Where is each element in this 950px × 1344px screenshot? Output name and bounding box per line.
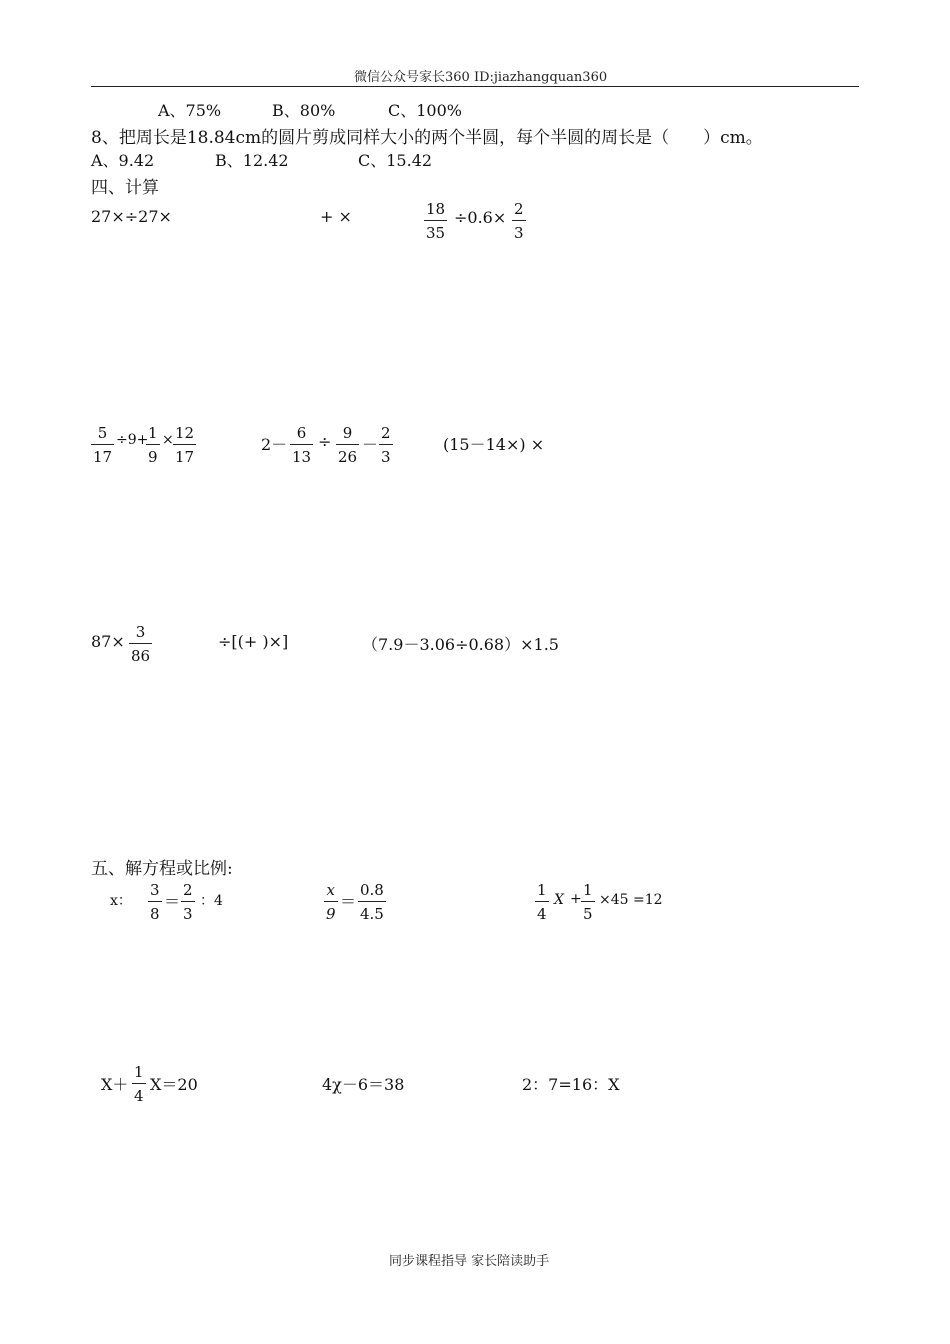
operator: + [570, 891, 582, 907]
fraction [146, 423, 160, 467]
suffix: ：4 [200, 893, 223, 909]
operator: － [362, 435, 379, 454]
section5-title: 五、解方程或比例: [91, 859, 233, 879]
denominator: 4.5 [360, 905, 384, 923]
operator: ÷0.6× [454, 208, 507, 227]
suffix: X＝20 [150, 1075, 198, 1094]
fraction [132, 1062, 146, 1106]
fraction [336, 423, 359, 467]
fraction [512, 199, 526, 243]
numerator: 2 [514, 200, 524, 218]
numerator: 18 [426, 200, 446, 218]
denominator: 26 [338, 448, 358, 466]
fraction [535, 880, 549, 924]
equals: ＝ [164, 892, 181, 911]
calc-r3-e3: （7.9－3.06÷0.68）×1.5 [362, 635, 559, 654]
q8-option-c: C、15.42 [358, 151, 433, 170]
numerator: 6 [296, 424, 307, 442]
fraction [129, 622, 152, 666]
denominator: 9 [148, 448, 158, 466]
denominator: 13 [292, 448, 312, 466]
section4-title: 四、计算 [91, 178, 159, 198]
denominator: 86 [131, 647, 151, 665]
fraction [173, 423, 196, 467]
numerator: 9 [342, 424, 353, 442]
numerator: 3 [135, 623, 146, 641]
numerator: 1 [537, 881, 547, 899]
numerator: 0.8 [360, 881, 384, 899]
calc-r3-e2: ÷[(+ )×] [218, 632, 289, 651]
prefix: 2－ [261, 435, 288, 454]
numerator: 1 [134, 1063, 144, 1081]
fraction [581, 880, 595, 924]
eq-r2-e2: 4χ－6＝38 [322, 1075, 405, 1094]
denominator: 17 [93, 448, 113, 466]
denominator: 3 [183, 905, 193, 923]
fraction [91, 423, 114, 467]
page-header: 微信公众号家长360 ID:jiazhangquan360 [354, 70, 608, 85]
fraction [424, 199, 447, 243]
q8-question: 8、把周长是18.84cm的圆片剪成同样大小的两个半圆，每个半圆的周长是（ ）cm。 [91, 128, 763, 148]
numerator: 2 [183, 881, 193, 899]
calc-r2-e3: (15－14×) × [443, 435, 545, 454]
numerator: 1 [148, 424, 158, 442]
denominator: 9 [326, 905, 336, 923]
prefix: 87× [91, 632, 125, 651]
numerator: 1 [583, 881, 593, 899]
prefix: x： [110, 893, 132, 909]
denominator: 4 [537, 905, 547, 923]
q8-option-b: B、12.42 [215, 151, 289, 170]
numerator: 3 [150, 881, 160, 899]
calc-r1-e1: 27×÷27× [91, 207, 172, 226]
numerator: 5 [97, 424, 108, 442]
denominator: 5 [583, 905, 593, 923]
numerator: 12 [175, 424, 195, 442]
denominator: 17 [175, 448, 195, 466]
fraction [324, 880, 338, 924]
q8-option-a: A、9.42 [91, 151, 155, 170]
denominator: 8 [150, 905, 160, 923]
prefix: X＋ [101, 1075, 129, 1094]
page-footer: 同步课程指导 家长陪读助手 [389, 1254, 550, 1269]
operator: ÷9+ [116, 432, 149, 448]
numerator: 2 [381, 424, 391, 442]
suffix: ×45 =12 [599, 892, 663, 908]
fraction [379, 423, 393, 467]
q7-option-b: B、80% [272, 101, 336, 120]
denominator: 35 [426, 224, 446, 242]
operator: ÷ [318, 432, 332, 451]
fraction [290, 423, 313, 467]
fraction [148, 880, 162, 924]
numerator: x [326, 881, 335, 899]
header-rule [91, 86, 859, 87]
denominator: 3 [381, 448, 391, 466]
eq-r2-e3: 2：7=16：X [522, 1075, 620, 1094]
denominator: 3 [514, 224, 524, 242]
q7-option-a: A、75% [158, 101, 222, 120]
calc-r1-e2: + × [320, 207, 352, 226]
variable: X [554, 892, 564, 908]
q7-option-c: C、100% [388, 101, 462, 120]
operator: × [162, 432, 174, 448]
fraction [358, 880, 386, 924]
fraction [181, 880, 195, 924]
equals: ＝ [340, 892, 357, 911]
denominator: 4 [134, 1087, 144, 1105]
